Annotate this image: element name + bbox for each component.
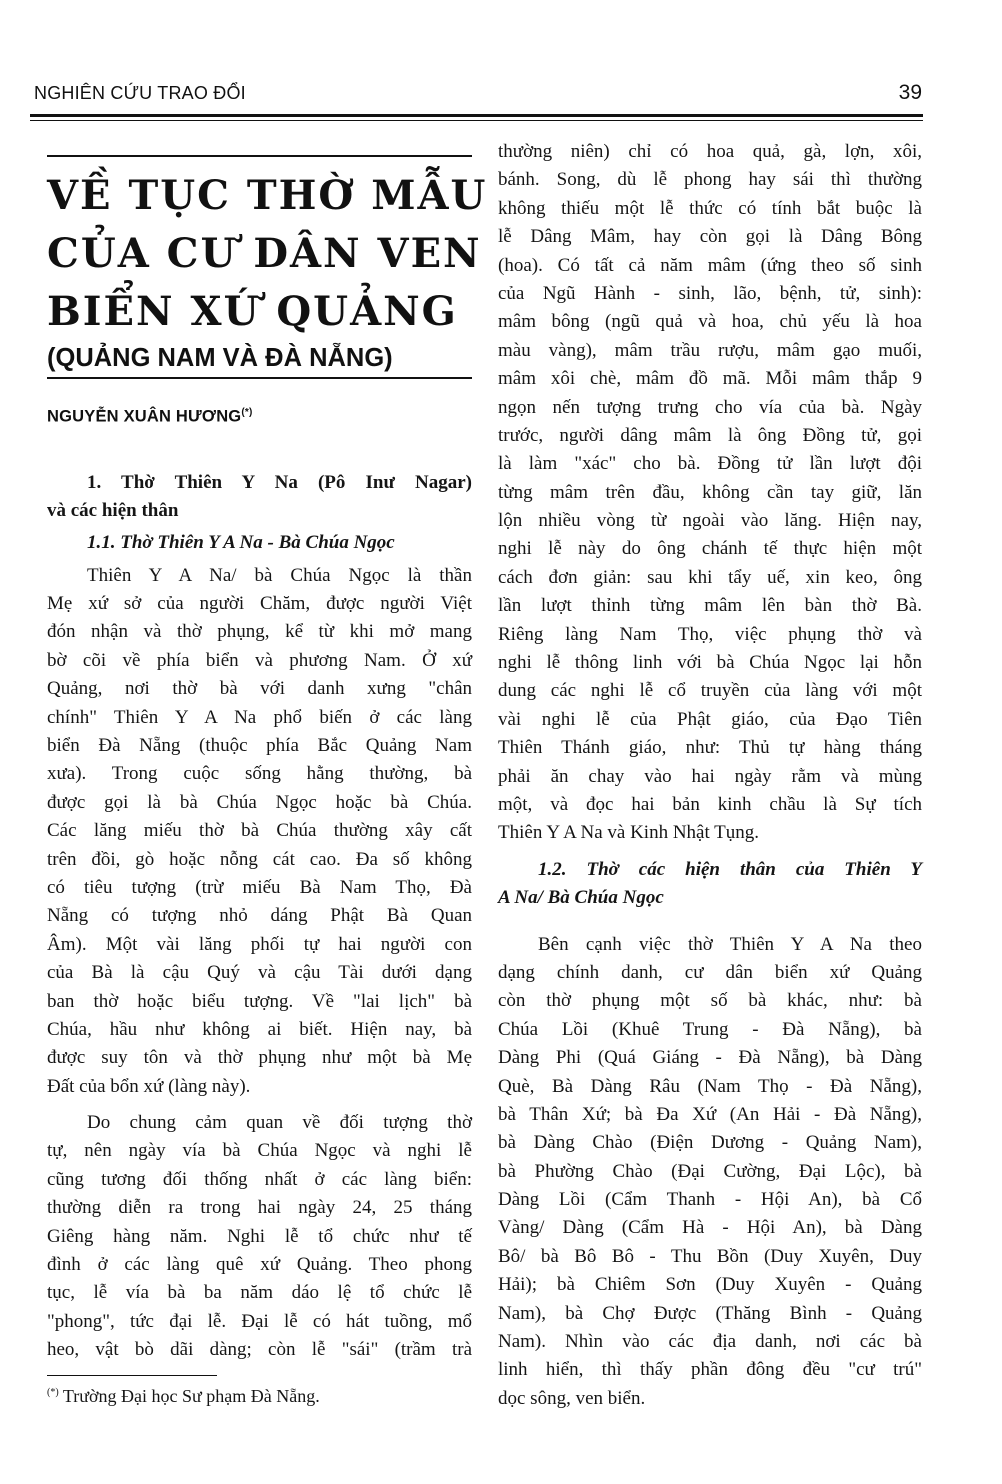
article-subtitle: (QUẢNG NAM VÀ ĐÀ NẴNG) — [47, 344, 393, 372]
text-line: có tiêu tượng (trừ miếu Bà Nam Thọ, Đà — [47, 876, 472, 898]
text-line: trước, người dâng mâm là ông Đồng tử, gọi — [498, 424, 922, 446]
title-line: BIỂN XỨ QUẢNG — [47, 288, 458, 335]
text-line: heo, vật bò dãi dàng; còn lễ "sái" (trầm trà — [47, 1339, 472, 1361]
text-line: bánh. Song, dù lễ phong hay sái thì thường — [498, 169, 922, 191]
text-line: linh hiển, thì thấy phần đông đều "cư trú" — [498, 1359, 922, 1381]
title-top-rule — [47, 155, 472, 157]
text-line: thường diễn ra trong hai ngày 24, 25 tháng — [47, 1197, 472, 1219]
text-line: dạng chính danh, cư dân biển xứ Quảng — [498, 961, 922, 983]
text-line: mâm xôi chè, mâm đồ mã. Mỗi mâm thắp 9 — [498, 368, 922, 390]
text-line: xưa). Trong cuộc sống hằng thường, bà — [47, 763, 472, 785]
text-line: mâm bông (ngũ quả và hoa, chủ yếu là hoa — [498, 311, 922, 333]
text-line: Do chung cảm quan về đối tượng thờ — [87, 1112, 472, 1134]
text-line: Dàng Phi (Quá Giáng - Đà Nẵng), bà Dàng — [498, 1047, 922, 1069]
header-rule-thick — [30, 114, 923, 117]
text-line: Mẹ xứ sở của người Chăm, được người Việt — [47, 593, 472, 615]
text-line: Chúa Lồi (Khuê Trung - Đà Nẵng), bà — [498, 1018, 922, 1040]
left-column — [47, 155, 488, 1365]
text-line: tục, lễ vía bà ba năm dáo lệ tổ chức lễ — [47, 1282, 472, 1304]
text-line: vài nghi lễ của Phật giáo, của Đạo Tiên — [498, 708, 922, 730]
text-line: Các lăng miếu thờ bà Chúa thường xây cất — [47, 820, 472, 842]
text-line: của Ngũ Hành - sinh, lão, bệnh, tử, sinh): — [498, 282, 922, 304]
title-line: VỀ TỤC THỜ MẪU — [47, 172, 488, 219]
author-name: NGUYỄN XUÂN HƯƠNG(*) — [47, 407, 253, 426]
paragraph — [498, 931, 922, 1414]
text-line: Nẵng có tượng nhỏ dáng Phật Bà Quan — [47, 905, 472, 927]
title-bottom-rule — [47, 377, 472, 379]
text-line: bờ cõi về phía biển và phương Nam. Ở xứ — [47, 649, 472, 671]
text-line: Thiên Thánh giáo, như: Thủ tự hàng tháng — [498, 737, 922, 759]
text-line: Nam), bà Chợ Được (Thăng Bình - Quảng — [498, 1302, 922, 1324]
text-line: trên đồi, gò hoặc nỗng cát cao. Đa số không — [47, 848, 472, 870]
page-number: 39 — [898, 81, 922, 104]
text-line: là làm "xác" cho bà. Đồng tử lần lượt đội — [498, 453, 922, 475]
text-line: Bô/ bà Bô Bô - Thu Bồn (Duy Xuyên, Duy — [498, 1245, 922, 1267]
section-heading: 1. Thờ Thiên Y Na (Pô Inư Nagar) — [87, 471, 472, 493]
subsection-heading: 1.1. Thờ Thiên Y A Na - Bà Chúa Ngọc — [87, 532, 395, 554]
text-line: không thiếu một lễ thức có tính bắt buộc là — [498, 197, 922, 219]
footnote-mark: (*) — [47, 1387, 59, 1398]
text-line: đón nhận và thờ phụng, kể từ khi mở mang — [47, 621, 472, 643]
text-line: Vàng/ Dàng (Cẩm Hà - Hội An), bà Dàng — [498, 1217, 922, 1239]
header-rule-thin — [30, 120, 923, 121]
text-line: lộn nhiều vòng từ ngoài vào lăng. Hiện nay, — [498, 510, 922, 532]
subsection-heading: 1.2. Thờ các hiện thân của Thiên Y — [538, 858, 922, 880]
text-line: của Bà là cậu Quý và cậu Tài dưới dạng — [47, 962, 472, 984]
text-line: bà Dàng Chào (Điện Dương - Quảng Nam), — [498, 1132, 922, 1154]
text-line: chính" Thiên Y A Na phổ biến ở các làng — [47, 706, 472, 728]
text-line: biển Đà Nẵng (thuộc phía Bắc Quảng Nam — [47, 735, 472, 757]
text-line: (hoa). Có tất cả năm mâm (ứng theo số sinh — [498, 254, 922, 276]
text-line: phải ăn chay vào hai ngày rằm và mùng — [498, 765, 922, 787]
running-head: NGHIÊN CỨU TRAO ĐỔI — [34, 83, 246, 103]
text-line: từng mâm trên đầu, không cần tay giữ, lăn — [498, 481, 922, 503]
text-line: lễ Dâng Mâm, hay còn gọi là Dâng Bông — [498, 226, 922, 248]
text-line: thường niên) chỉ có hoa quả, gà, lợn, xôi, — [498, 141, 922, 162]
text-line: cũng tương đối thống nhất ở các làng biển: — [47, 1168, 472, 1190]
text-line: Âm). Một vài lăng phối tự hai người con — [47, 933, 472, 955]
author-footnote-mark: (*) — [241, 407, 253, 418]
text-line: lần lượt thỉnh từng mâm lên bàn thờ Bà. — [498, 595, 922, 617]
text-line: Giêng hàng năm. Nghi lễ tổ chức như tế — [47, 1225, 472, 1247]
text-line: cách đơn giản: sau khi tẩy uế, xin keo, ông — [498, 566, 922, 588]
footnote — [47, 1380, 472, 1409]
paragraph — [47, 562, 472, 1101]
text-line: Nam). Nhìn vào các địa danh, nơi các bà — [498, 1331, 922, 1353]
paragraph — [47, 1109, 472, 1365]
section-heading: và các hiện thân — [47, 499, 179, 521]
text-line: tự, nên ngày vía bà Chúa Ngọc và nghi lễ — [47, 1140, 472, 1162]
text-line: bà Thân Xứ; bà Đa Xứ (An Hải - Đà Nẵng), — [498, 1103, 922, 1125]
text-line: đình ở các làng quê xứ Quảng. Theo phong — [47, 1254, 472, 1276]
article-title — [47, 167, 488, 341]
footnote-text: Trường Đại học Sư phạm Đà Nẵng. — [62, 1386, 320, 1406]
text-line: Bên cạnh việc thờ Thiên Y A Na theo — [538, 933, 922, 955]
text-line: bà Phường Chào (Đại Cường, Đại Lộc), bà — [498, 1160, 922, 1182]
subsection-heading: A Na/ Bà Chúa Ngọc — [498, 887, 664, 909]
text-line: Quảng, nơi thờ bà với danh xưng "chân — [47, 678, 472, 700]
paragraph — [498, 138, 922, 848]
text-line: Đất của bổn xứ (làng này). — [47, 1075, 251, 1097]
right-column — [498, 138, 922, 1413]
text-line: Dàng Lồi (Cẩm Thanh - Hội An), bà Cổ — [498, 1189, 922, 1211]
text-line: dung các nghi lễ cổ truyền của làng với một — [498, 680, 922, 702]
text-line: "phong", tức đại lễ. Đại lễ có hát tuồng, mổ — [47, 1310, 472, 1332]
text-line: Riêng làng Nam Thọ, việc phụng thờ và — [498, 623, 922, 645]
text-line: Thiên Y A Na và Kinh Nhật Tụng. — [498, 822, 760, 844]
text-line: ban thờ hoặc biểu tượng. Về "lai lịch" bà — [47, 990, 472, 1012]
text-line: được suy tôn và thờ phụng như một bà Mẹ — [47, 1047, 472, 1069]
text-line: Thiên Y A Na/ bà Chúa Ngọc là thần — [87, 564, 472, 586]
footnote-rule — [47, 1375, 217, 1376]
page-header — [34, 83, 922, 113]
text-line: được gọi là bà Chúa Ngọc hoặc bà Chúa. — [47, 791, 472, 813]
title-line: CỦA CƯ DÂN VEN — [47, 230, 482, 277]
text-line: màu vàng), mâm trầu rượu, mâm gạo muối, — [498, 339, 922, 361]
text-line: Chúa, hầu như không ai biết. Hiện nay, bà — [47, 1018, 472, 1040]
text-line: nghi lễ thông linh với bà Chúa Ngọc lại hỗn — [498, 652, 922, 674]
text-line: dọc sông, ven biển. — [498, 1387, 646, 1409]
text-line: còn thờ phụng một số bà khác, như: bà — [498, 990, 922, 1012]
text-line: Què, Bà Dàng Râu (Nam Thọ - Đà Nẵng), — [498, 1075, 922, 1097]
text-line: một, và đọc hai bản kinh chầu là Sự tích — [498, 793, 922, 815]
text-line: Hải); bà Chiêm Sơn (Duy Xuyên - Quảng — [498, 1274, 922, 1296]
text-line: nghi lễ này do ông chánh tế thực hiện một — [498, 538, 922, 560]
text-line: ngọn nến tượng trưng cho vía của bà. Ngày — [498, 396, 922, 418]
